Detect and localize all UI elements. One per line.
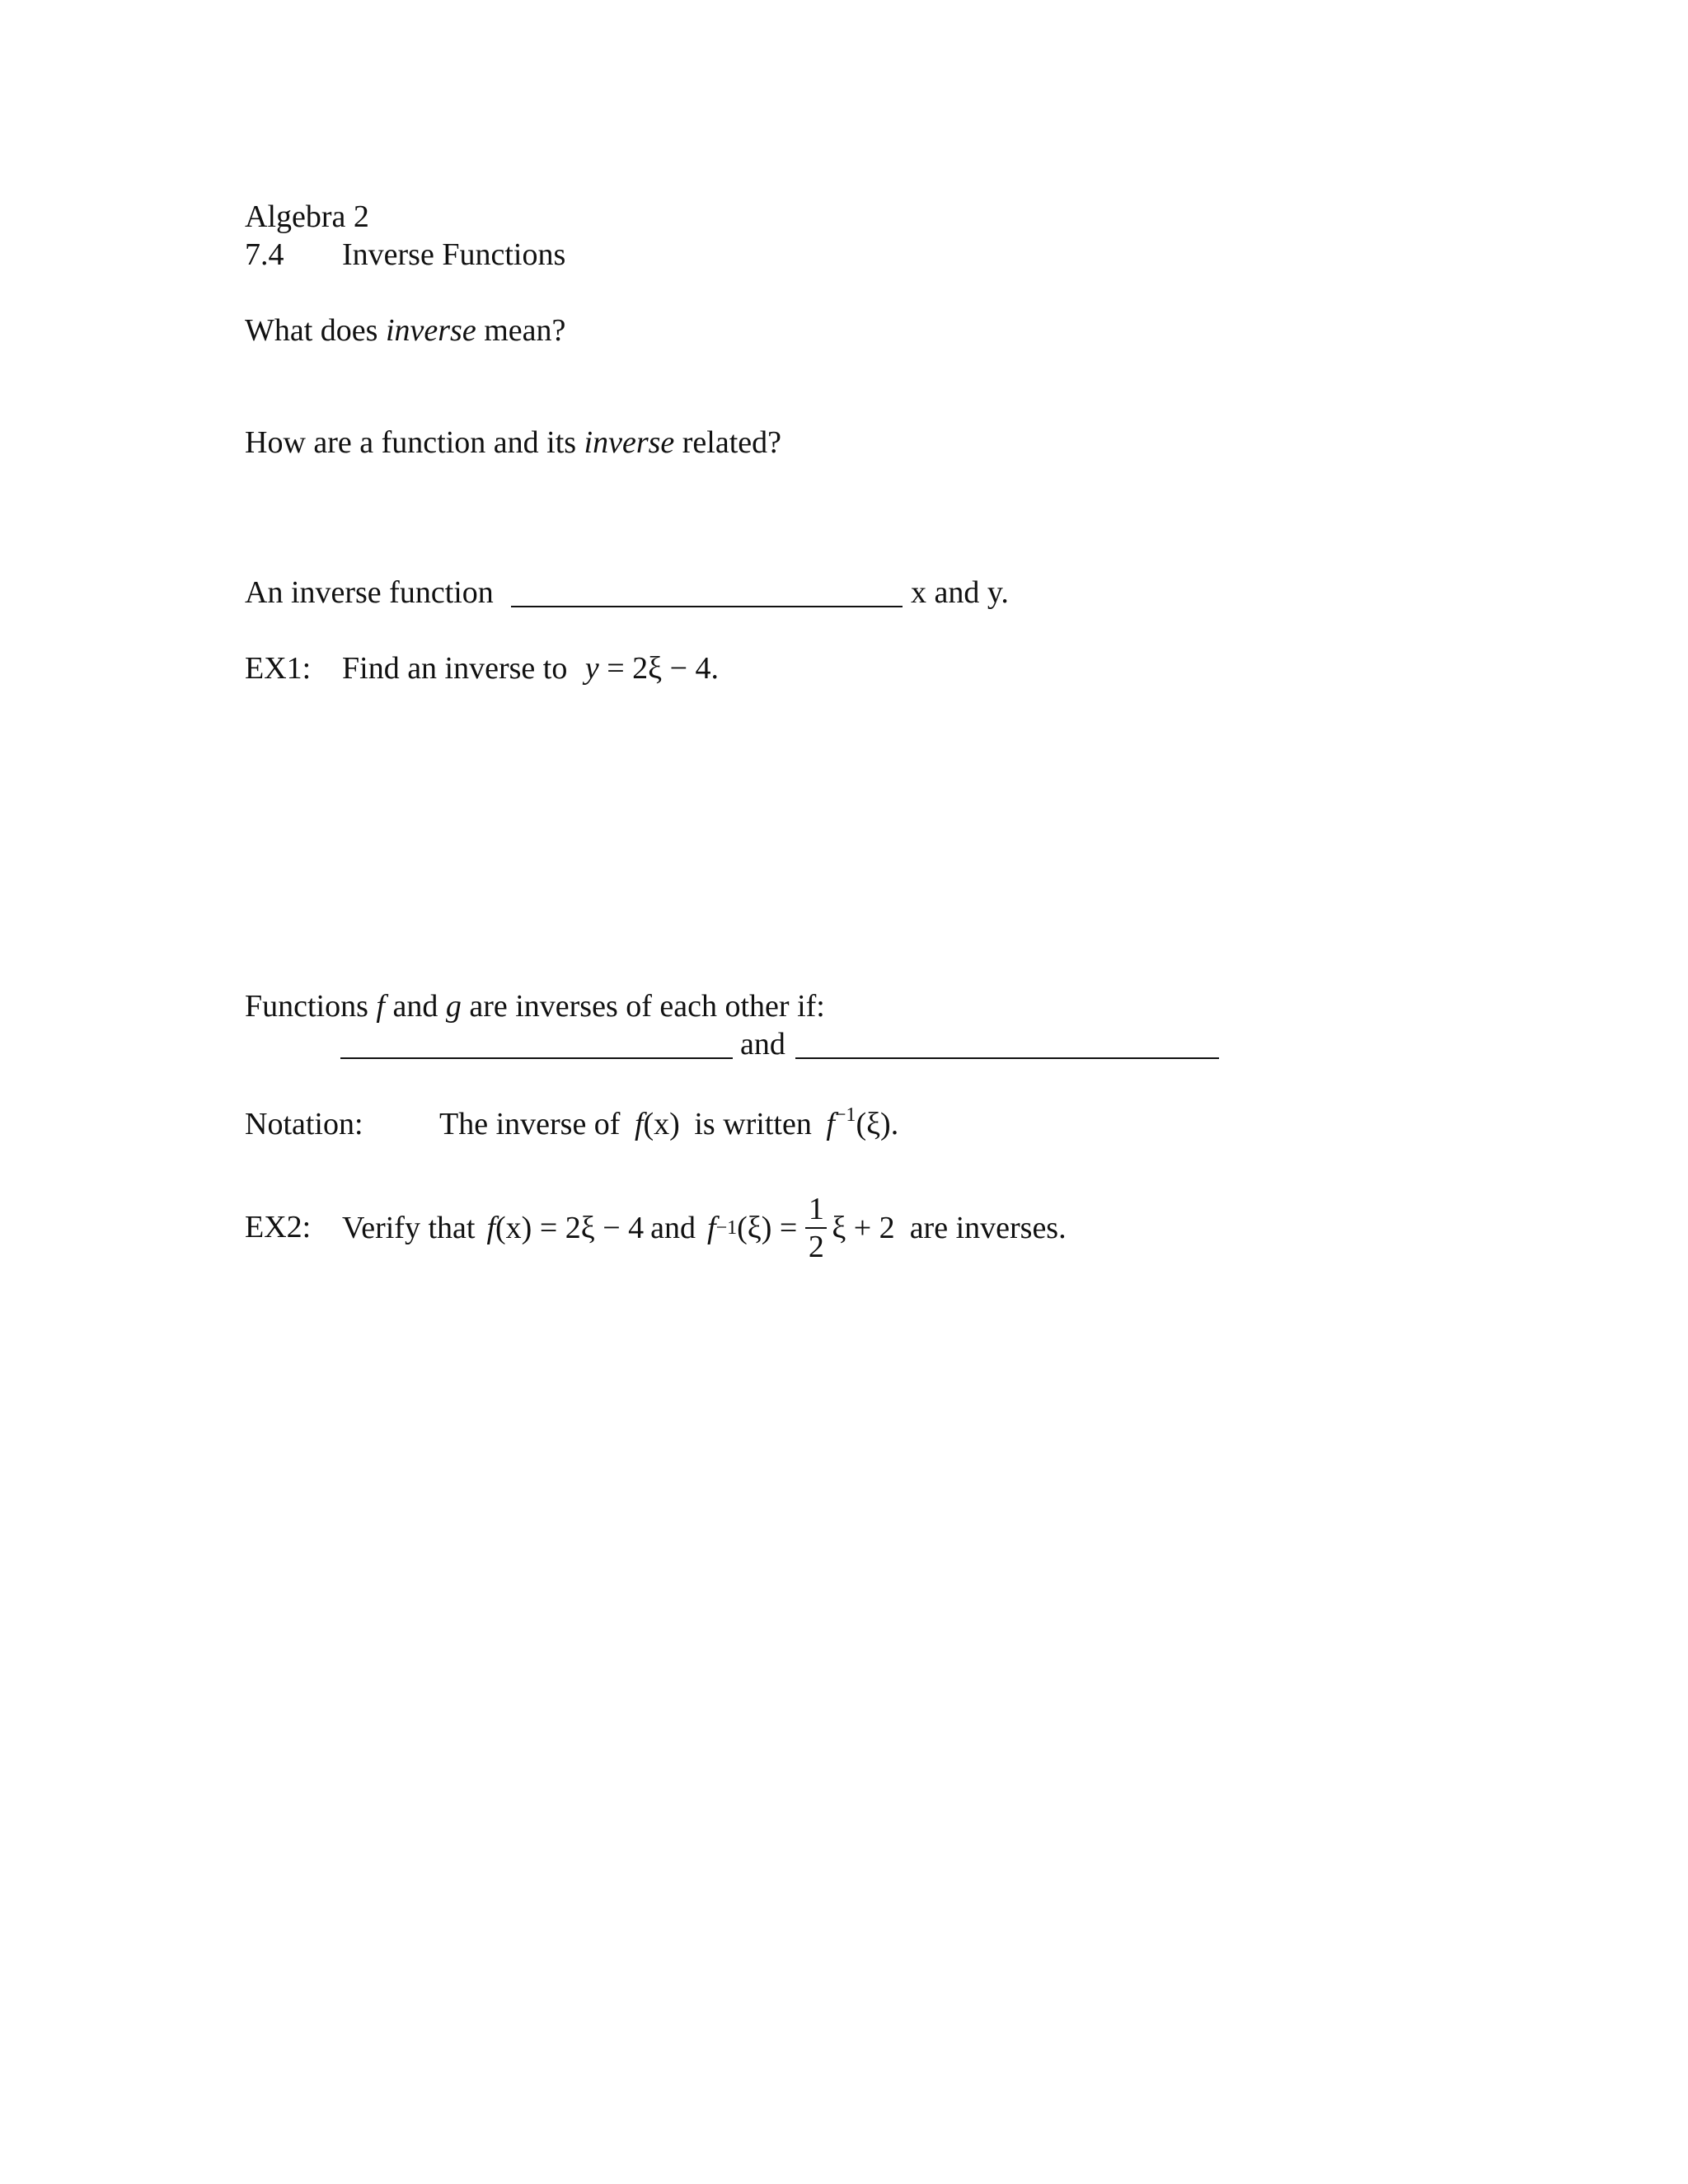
example-1-text — [342, 653, 719, 684]
course-title: Algebra 2 — [245, 199, 369, 234]
fraction-denominator: 2 — [808, 1230, 824, 1264]
inverse-function-f: f — [707, 1211, 716, 1245]
section-title: Inverse Functions — [342, 237, 566, 272]
notation-text: The inverse of — [439, 1107, 621, 1141]
function-definition: (x) = 2ξ − 4 — [495, 1211, 645, 1245]
function-g: g — [445, 989, 462, 1024]
notation-statement — [439, 1104, 899, 1141]
inverse-exponent: −1 — [834, 1104, 856, 1126]
condition-text: are inverses of each other if: — [461, 989, 825, 1024]
notation-period: . — [890, 1107, 899, 1141]
answer-blank[interactable] — [511, 606, 903, 607]
equation-variable-y: y — [584, 651, 599, 686]
condition-blank-2[interactable] — [795, 1057, 1219, 1059]
question-text: How are a function and its — [245, 425, 584, 460]
example-2-instruction: Verify that — [342, 1211, 476, 1245]
notation-label: Notation: — [245, 1107, 363, 1141]
question-text: What does — [245, 313, 386, 348]
inverse-argument: (ξ) = — [737, 1211, 798, 1245]
example-2-label: EX2: — [245, 1210, 312, 1244]
example-2-text: Verify that f (x) = 2ξ − 4 and f −1 (ξ) = $\frac{1}{2}$ ξ + 2 are inverses. — [342, 1192, 1067, 1264]
function-f: f — [376, 989, 385, 1024]
condition-text: Functions — [245, 989, 377, 1024]
notation-text: is written — [694, 1107, 812, 1141]
condition-blank-1[interactable] — [340, 1057, 733, 1059]
question-inverse-meaning — [245, 315, 565, 346]
function-f: f — [634, 1107, 644, 1141]
example-1-label: EX1: — [245, 651, 312, 686]
inverse-function-statement: An inverse function — [245, 575, 494, 610]
inverse-argument: (ξ) — [856, 1107, 891, 1141]
function-argument: (x) — [643, 1107, 680, 1141]
section-number: 7.4 — [245, 237, 284, 272]
function-f: f — [486, 1211, 496, 1245]
example-2-suffix: are inverses. — [909, 1211, 1067, 1245]
fraction-one-half — [805, 1193, 827, 1263]
inverse-definition-rest: ξ + 2 — [832, 1211, 895, 1245]
fraction-bar — [805, 1227, 827, 1229]
question-text: mean? — [476, 313, 566, 348]
question-text: related? — [674, 425, 782, 460]
question-function-inverse-relation — [245, 427, 781, 458]
and-connector: and — [650, 1211, 696, 1245]
inverse-function-f: f — [826, 1107, 835, 1141]
condition-text: and — [384, 989, 446, 1024]
condition-connector: and — [740, 1027, 785, 1062]
equation-period: . — [710, 651, 720, 686]
emphasis-word: inverse — [584, 425, 675, 460]
fraction-numerator: 1 — [808, 1192, 824, 1226]
equation-1: = 2ξ − 4 — [598, 651, 711, 686]
example-1-instruction: Find an inverse to — [342, 651, 568, 686]
inverse-condition-statement — [245, 991, 825, 1022]
inverse-function-statement-end: x and y. — [911, 575, 1009, 610]
emphasis-word: inverse — [385, 313, 476, 348]
